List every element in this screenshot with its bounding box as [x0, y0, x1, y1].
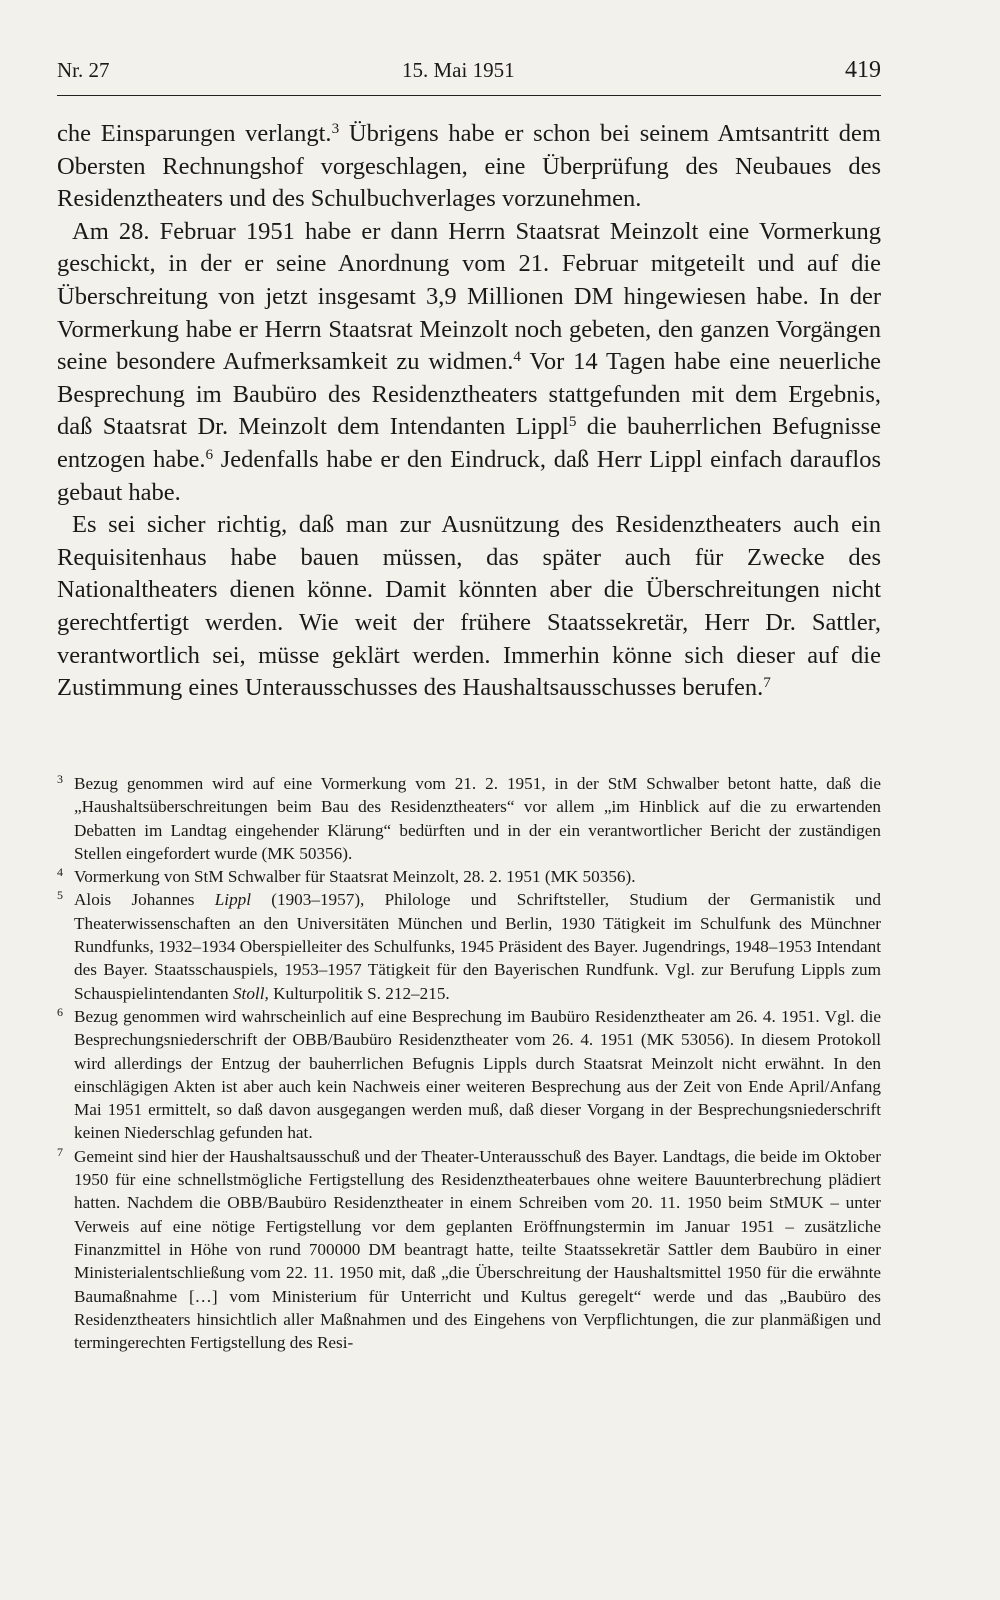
footnote-text: Vormerkung von StM Schwalber für Staatsrat Meinzolt, 28. 2. 1951 (MK 50356).	[74, 867, 636, 887]
text-run: che Einsparungen verlangt.	[57, 120, 332, 147]
text-run: Es sei sicher richtig, daß man zur Ausnützung des Residenztheaters auch ein Requisitenhaus habe bauen müssen, das später auch für Zwecke des Nationaltheaters dienen könne. Damit könnten aber die Überschreitungen nicht gerechtfertigt werden. Wie weit der frühere Staatssekretär, Herr Dr. Sattler, verantwortlich sei, müsse geklärt werden. Immerhin könne sich dieser auf die Zustimmung eines Unterausschusses des Haushaltsausschusses berufen.	[57, 511, 881, 702]
text-run: Übrigens habe er schon bei seinem Amtsantritt dem Obersten Rechnungshof vorgeschlagen, eine Überprüfung des Neubaues des Residenztheaters und des Schulbuchverlages vorzunehmen.	[57, 120, 881, 213]
footnote-number: 6	[57, 1004, 63, 1019]
footnote-3	[57, 772, 881, 865]
session-date: 15. Mai 1951	[402, 58, 515, 82]
footnote-ref-5: 5	[568, 413, 577, 430]
footnote-text: Gemeint sind hier der Haushaltsausschuß und der Theater-Unterausschuß des Bayer. Landtags, die beide im Oktober 1950 für eine schnellstmögliche Fertigstellung des Residenztheaterbaues ohne weitere Bauunterbrechung plädiert hatten. Nachdem die OBB/Baubüro Residenztheater in einem Schreiben vom 20. 11. 1950 beim StMUK – unter Verweis auf eine nötige Fertigstellung vor dem geplanten Eröffnungstermin im Januar 1951 – zusätzliche Finanzmittel in Höhe von rund 700000 DM beantragt hatte, teilte Staatssekretär Sattler dem Baubüro in einer Ministerialentschließung vom 22. 11. 1950 mit, daß „die Überschreitung der Haushaltsmittel 1950 für die erwähnte Baumaßnahme […] vom Ministerium für Unterricht und Kultus geregelt“ werde und das „Baubüro des Residenztheaters hinsichtlich aller Maßnahmen und des Eingehens von Verpflichtungen, die zur planmäßigen und termingerechten Fertigstellung des Resi-	[74, 1146, 881, 1353]
footnote-6	[57, 1005, 881, 1145]
paragraph-3	[57, 509, 881, 705]
footnote-number: 3	[57, 772, 63, 786]
footnote-ref-7: 7	[763, 673, 771, 691]
person-name: Lippl	[214, 890, 252, 910]
footnote-7	[57, 1145, 881, 1355]
running-header	[57, 57, 881, 83]
footnote-text: Bezug genommen wird auf eine Vormerkung vom 21. 2. 1951, in der StM Schwalber betont hatte, daß die „Haushaltsüberschreitungen beim Bau des Residenztheaters“ vor allem „im Hinblick auf die zu erwartenden Debatten im Landtag eingehender Klärung“ bedürften und in der ein verantwortlicher Bericht der zuständigen Stellen eingefordert wurde (MK 50356).	[74, 774, 881, 863]
footnote-number: 5	[57, 888, 63, 903]
footnote-ref-6: 6	[205, 445, 214, 463]
footnote-ref-4: 4	[513, 347, 521, 365]
footnotes	[57, 772, 881, 1354]
author-name: Stoll,	[232, 983, 269, 1003]
text-run: Jedenfalls habe er den Eindruck, daß Herr Lippl einfach darauflos gebaut habe.	[57, 445, 881, 506]
footnote-ref-3: 3	[331, 119, 340, 137]
footnote-text: (1903–1957), Philologe und Schriftsteller, Studium der Germanistik und Theaterwissenschaften an den Universitäten München und Berlin, 1930 Tätigkeit im Schulfunk des Münchner Rundfunks, 1932–1934 Oberspielleiter des Schulfunks, 1945 Präsident des Bayer. Jugendrings, 1948–1953 Intendant des Bayer. Staatsschauspiels, 1953–1957 Tätigkeit für den Bayerischen Rundfunk. Vgl. zur Berufung Lippls zum Schauspielintendanten	[74, 890, 881, 1003]
paragraph-1	[57, 118, 881, 216]
text-run: Vor 14 Tagen habe eine neuerliche Besprechung im Baubüro des Residenztheaters stattgefunden mit dem Ergebnis, daß Staatsrat Dr. Meinzolt dem Intendanten Lippl	[57, 348, 881, 441]
text-run: die bauherrlichen Befugnisse entzogen habe.	[57, 413, 881, 473]
footnote-text: Kulturpolitik S. 212–215.	[268, 983, 450, 1003]
footnote-text: Alois Johannes	[74, 890, 215, 910]
footnote-number: 4	[57, 865, 63, 880]
text-run: Am 28. Februar 1951 habe er dann Herrn Staatsrat Meinzolt eine Vormerkung geschickt, in der er seine Anordnung vom 21. Februar mitgeteilt und auf die Überschreitung von jetzt insgesamt 3,9 Millionen DM hingewiesen habe. In der Vormerkung habe er Herrn Staatsrat Meinzolt noch gebeten, den ganzen Vorgängen seine besondere Aufmerksamkeit zu widmen.	[57, 217, 881, 376]
footnote-4	[57, 865, 881, 888]
paragraph-2	[57, 216, 881, 509]
header-rule	[57, 95, 881, 96]
footnote-text: Bezug genommen wird wahrscheinlich auf eine Besprechung im Baubüro Residenztheater am 26. 4. 1951. Vgl. die Besprechungsniederschrift der OBB/Baubüro Residenztheater vom 26. 4. 1951 (MK 53056). In diesem Protokoll wird allerdings der Entzug der bauherrlichen Befugnis Lippls durch Staatsrat Meinzolt nicht erwähnt. In den einschlägigen Akten ist aber auch kein Nachweis einer weiteren Besprechung aus der Zeit von Ende April/Anfang Mai 1951 ermittelt, so daß davon ausgegangen werden muß, daß dieser Vorgang in der Besprechungsniederschrift keinen Niederschlag gefunden hat.	[74, 1006, 881, 1143]
footnote-5	[57, 888, 881, 1004]
footnote-number: 7	[57, 1144, 63, 1159]
issue-number: Nr. 27	[57, 58, 110, 82]
body-text	[57, 118, 881, 705]
page-number: 419	[845, 57, 881, 83]
